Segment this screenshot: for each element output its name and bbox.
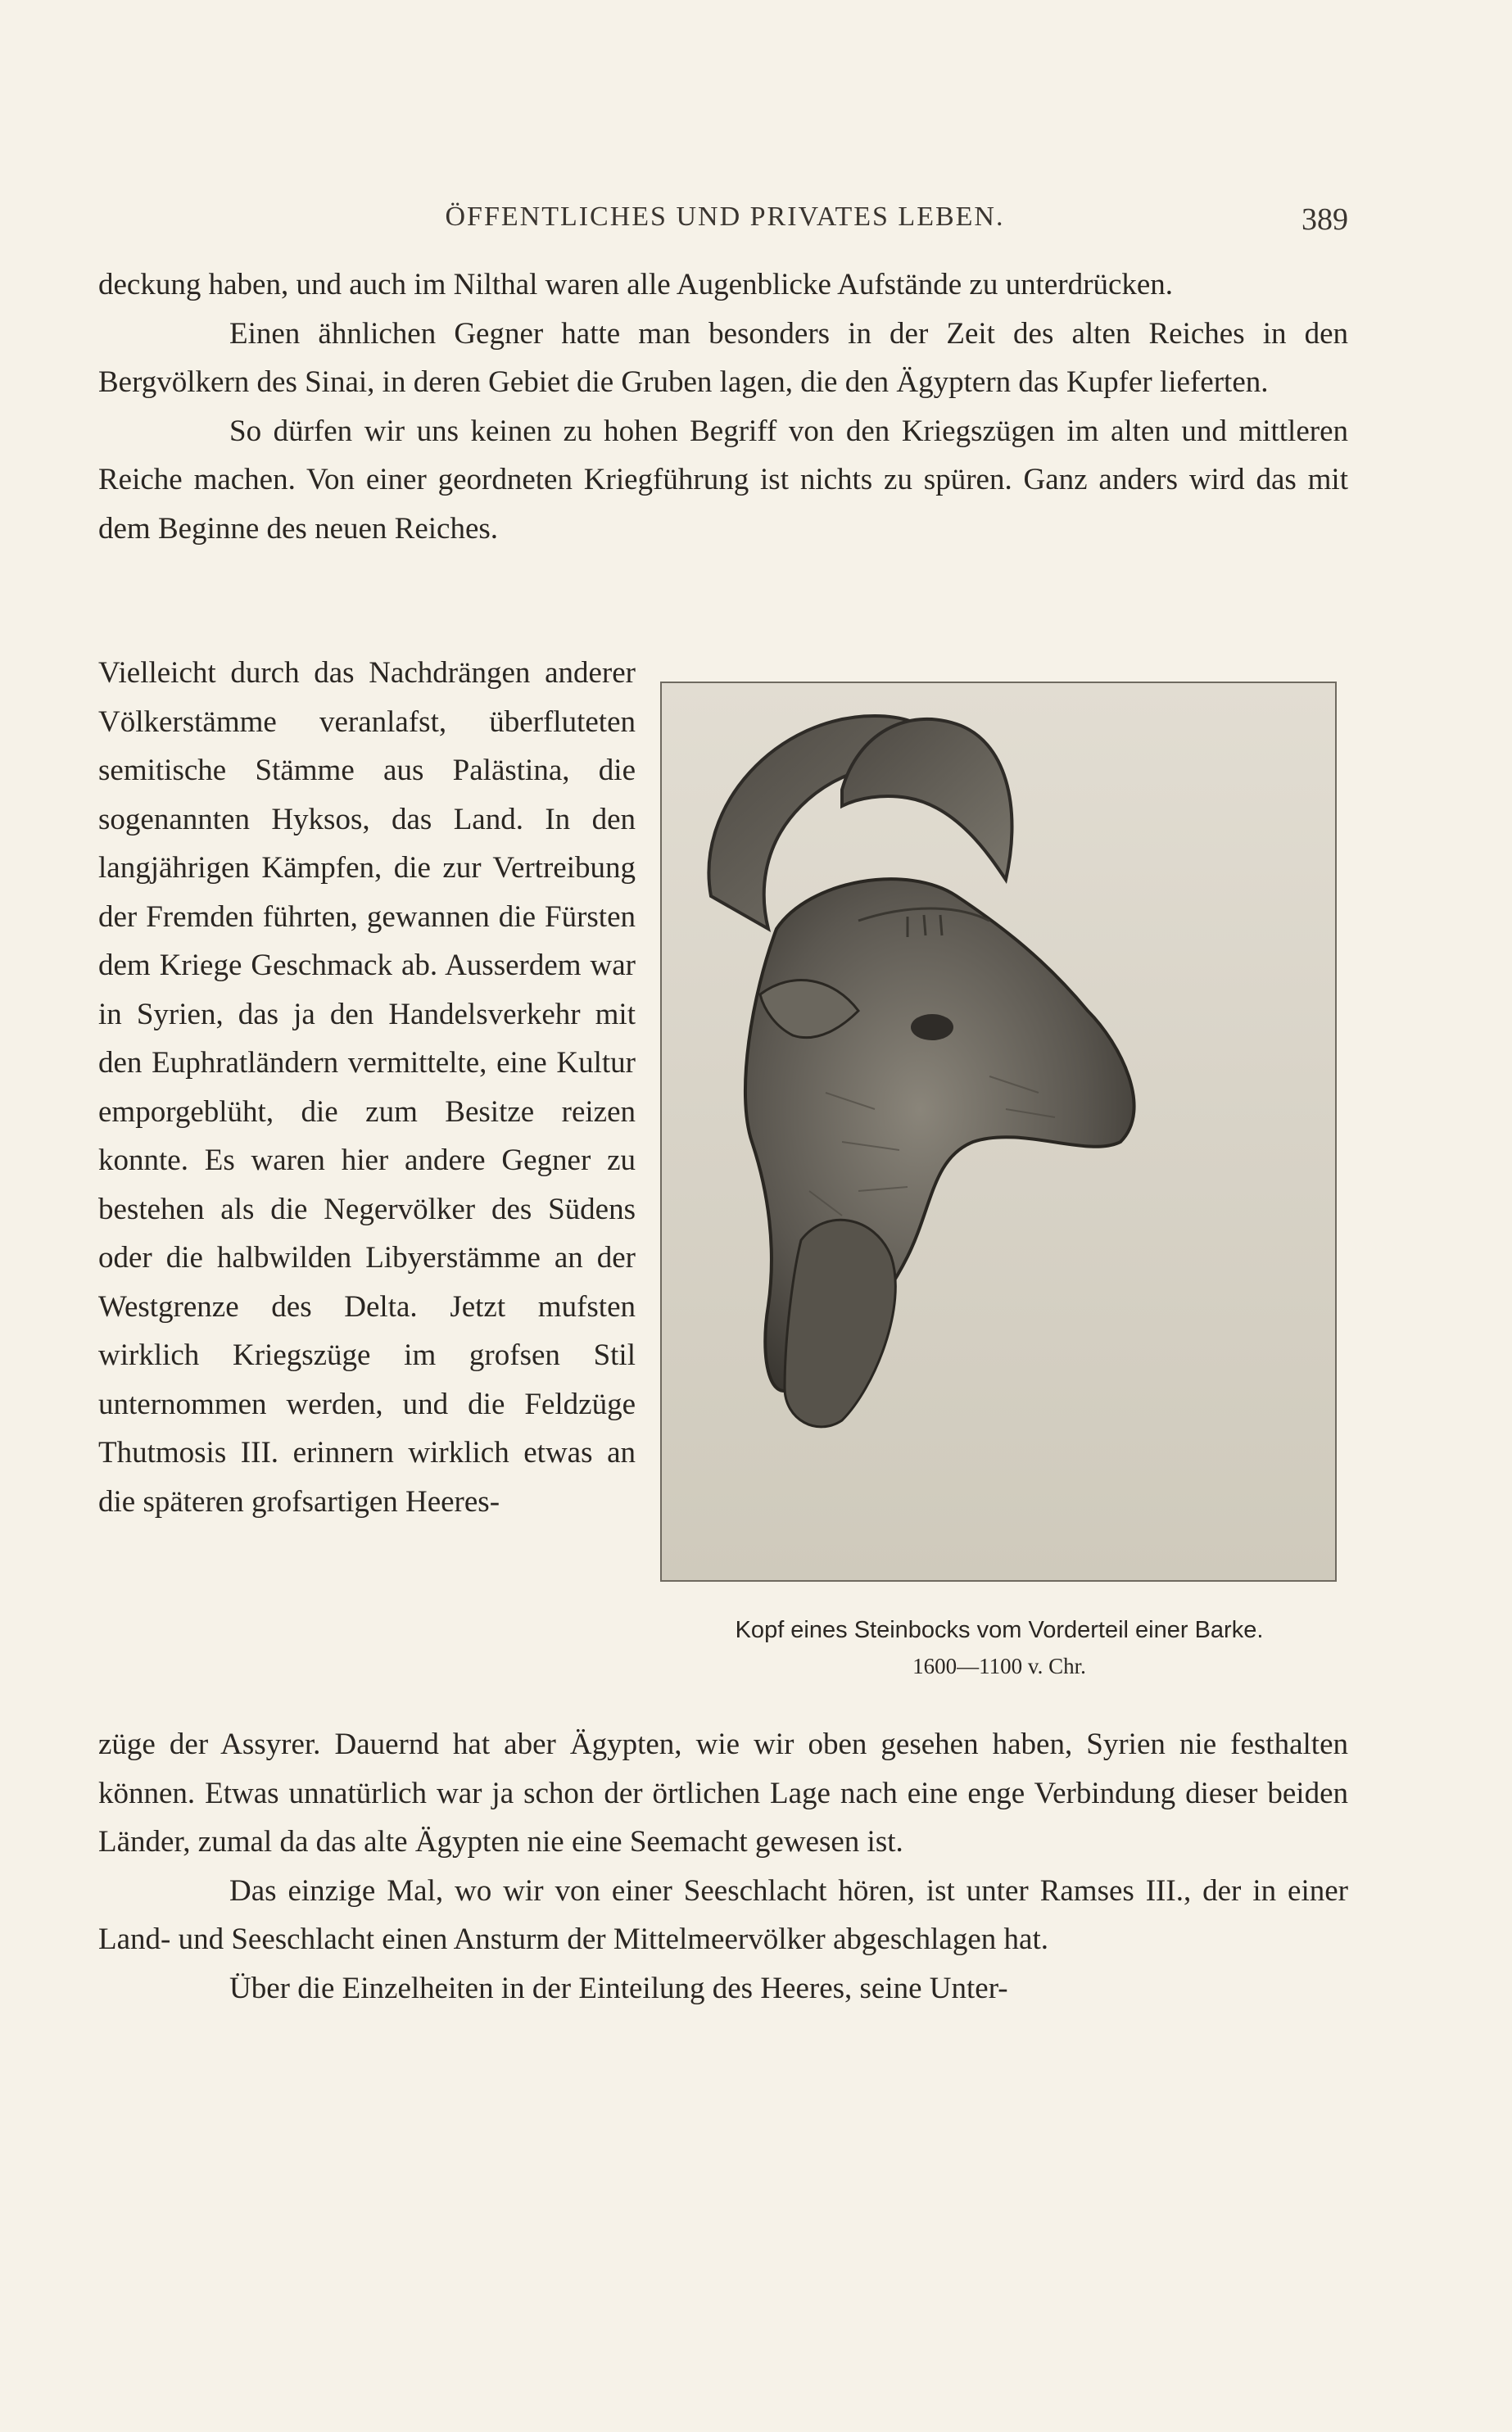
paragraph: Über die Einzelheiten in der Einteilung des Heeres, seine Unter- bbox=[229, 1971, 1008, 2005]
text-block-top bbox=[98, 260, 1348, 553]
running-header: ÖFFENTLICHES UND PRIVATES LEBEN. bbox=[445, 202, 1005, 232]
paragraph: So dürfen wir uns keinen zu hohen Begriff von den Kriegszügen im alten und mittleren Reiche machen. Von einer geordneten Kriegführung ist nichts zu spüren. Ganz anders wird das mit dem Beginne des neuen Reiches. bbox=[98, 414, 1348, 546]
right-horn bbox=[842, 719, 1012, 880]
beard bbox=[785, 1220, 895, 1427]
ibex-head-image bbox=[662, 683, 1335, 1580]
paragraph: deckung haben, und auch im Nilthal waren alle Augenblicke Aufstände zu unterdrücken. bbox=[98, 268, 1174, 301]
paragraph: Vielleicht durch das Nachdrängen anderer Völkerstämme veranlafst, überfluteten semitische Stämme aus Palästina, die sogenannten Hyksos, das Land. In den langjährigen Kämpfen, die zur Vertreibung der Fremden führten, gewannen die Fürsten dem Kriege Geschmack ab. Ausserdem war in Syrien, das ja den Handelsverkehr mit den Euphratländern vermittelte, eine Kultur emporgeblüht, die zum Besitze reizen konnte. Es waren hier andere Gegner zu bestehen als die Negervölker des Südens oder die halbwilden Libyerstämme an der Westgrenze des Delta. Jetzt mufsten wirklich Kriegszüge im grofsen Stil unternommen werden, und die Feldzüge Thutmosis III. erinnern wirklich etwas an die späteren grofsartigen Heeres- bbox=[98, 656, 636, 1519]
paragraph: Das einzige Mal, wo wir von einer Seeschlacht hören, ist unter Ramses III., der in einer Land- und Seeschlacht einen Ansturm der Mittelmeervölker abgeschlagen hat. bbox=[98, 1873, 1348, 1956]
text-block-bottom bbox=[98, 1720, 1348, 2013]
page-number: 389 bbox=[1301, 202, 1348, 237]
ibex-head-photograph bbox=[660, 682, 1337, 1582]
paragraph: züge der Assyrer. Dauernd hat aber Ägypten, wie wir oben gesehen haben, Syrien nie festhalten können. Etwas unnatürlich war ja schon der örtlichen Lage nach eine enge Verbindung dieser beiden Länder, zumal da das alte Ägypten nie eine Seemacht gewesen ist. bbox=[98, 1728, 1348, 1859]
caption-date: 1600—1100 v. Chr. bbox=[912, 1654, 1086, 1678]
paragraph: Einen ähnlichen Gegner hatte man besonders in der Zeit des alten Reiches in den Bergvölkern des Sinai, in deren Gebiet die Gruben lagen, die den Ägyptern das Kupfer lieferten. bbox=[98, 316, 1348, 399]
text-block-beside-figure bbox=[98, 649, 636, 1526]
figure-caption bbox=[639, 1612, 1360, 1684]
eye bbox=[911, 1014, 953, 1040]
caption-title: Kopf eines Steinbocks vom Vorderteil einer Barke. bbox=[735, 1617, 1264, 1643]
